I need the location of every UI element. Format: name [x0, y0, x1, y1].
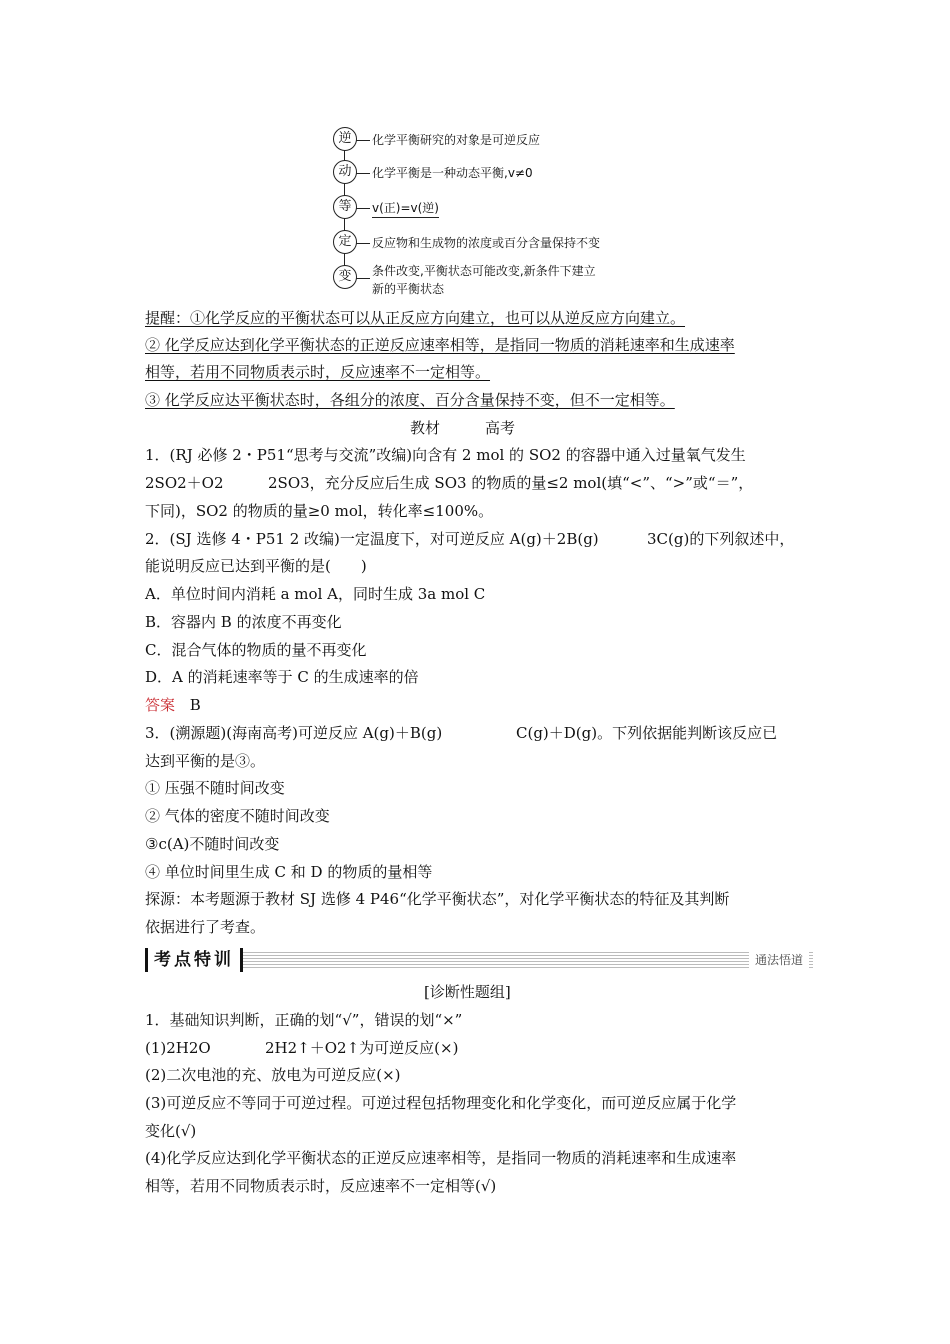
p1-item-1b: 2H2↑＋O2↑为可逆反应(×) — [265, 1039, 459, 1057]
banner-title: 考点特训 — [145, 948, 243, 972]
answer-label: 答案 — [145, 696, 176, 714]
q2-option-d: D．A 的消耗速率等于 C 的生成速率的倍 — [145, 668, 419, 686]
p1-item-3-line-1: (3)可逆反应不等同于可逆过程。可逆过程包括物理变化和化学变化，而可逆反应属于化学 — [145, 1094, 737, 1112]
diagram-text-bian-1: 条件改变,平衡状态可能改变,新条件下建立 — [372, 264, 596, 278]
q2-option-c: C．混合气体的物质的量不再变化 — [145, 641, 367, 659]
banner-hatch — [243, 952, 813, 968]
diagram-connector — [356, 140, 370, 141]
banner-tag: 通法悟道 — [749, 952, 809, 968]
diagram-node-dong: 动 — [333, 160, 357, 184]
q3-line-1b: C(g)＋D(g)。下列依据能判断该反应已 — [516, 724, 778, 742]
diagram-connector — [356, 208, 370, 209]
diagram-connector — [356, 173, 370, 174]
tip-line-4: ③ 化学反应达平衡状态时，各组分的浓度、百分含量保持不变，但不一定相等。 — [145, 391, 675, 409]
diagram-text-ni: 化学平衡研究的对象是可逆反应 — [372, 133, 541, 147]
tip-line-1: 提醒：①化学反应的平衡状态可以从正反应方向建立，也可以从逆反应方向建立。 — [145, 309, 686, 327]
tip-line-2: ② 化学反应达到化学平衡状态的正逆反应速率相等，是指同一物质的消耗速率和生成速率 — [145, 336, 735, 354]
q3-line-2: 达到平衡的是③。 — [145, 752, 266, 770]
diagram-connector — [356, 278, 370, 279]
q3-option-1: ① 压强不随时间改变 — [145, 779, 285, 797]
q3-option-4: ④ 单位时间里生成 C 和 D 的物质的量相等 — [145, 863, 433, 881]
q1-line-2a: 2SO2＋O2 — [145, 474, 224, 492]
diagram-node-deng: 等 — [333, 195, 357, 219]
q3-line-1a: 3．(溯源题)(海南高考)可逆反应 A(g)＋B(g) — [145, 724, 443, 742]
q3-option-3: ③c(A)不随时间改变 — [145, 835, 280, 853]
q2-line-1b: 3C(g)的下列叙述中， — [647, 530, 795, 548]
diagram-node-ni: 逆 — [333, 127, 357, 151]
p1-item-3-line-2: 变化(√) — [145, 1122, 197, 1140]
p1-item-4-line-1: (4)化学反应达到化学平衡状态的正逆反应速率相等，是指同一物质的消耗速率和生成速率 — [145, 1149, 737, 1167]
q3-source-1: 探源：本考题源于教材 SJ 选修 4 P46“化学平衡状态”，对化学平衡状态的特征及其判断 — [145, 890, 730, 908]
p1-item-1a: (1)2H2O — [145, 1039, 211, 1057]
p1-title: 1．基础知识判断，正确的划“√”，错误的划“×” — [145, 1011, 463, 1029]
q2-line-1a: 2．(SJ 选修 4・P51 2 改编)一定温度下，对可逆反应 A(g)＋2B(g) — [145, 530, 599, 548]
q3-source-2: 依据进行了考查。 — [145, 918, 266, 936]
q2-answer — [145, 695, 201, 715]
q1-line-2b: 2SO3，充分反应后生成 SO3 的物质的量≤2 mol(填“<”、“>”或“＝”， — [268, 474, 754, 492]
diagram-connector — [356, 243, 370, 244]
answer-value: B — [189, 696, 201, 714]
tip-line-3: 相等，若用不同物质表示时，反应速率不一定相等。 — [145, 363, 491, 381]
diagram-text-deng: v(正)=v(逆) — [372, 199, 439, 218]
section-heading: 教材 高考 — [410, 419, 516, 437]
section-banner — [145, 948, 813, 974]
q3-option-2: ② 气体的密度不随时间改变 — [145, 807, 330, 825]
diagram-text-dong: 化学平衡是一种动态平衡,v≠0 — [372, 166, 533, 180]
diagnostic-group-heading: [诊断性题组] — [424, 983, 511, 1001]
diagram-node-bian: 变 — [333, 265, 357, 289]
q2-option-a: A．单位时间内消耗 a mol A，同时生成 3a mol C — [145, 585, 486, 603]
q2-line-2: 能说明反应已达到平衡的是( ) — [145, 557, 367, 575]
q1-line-1: 1．(RJ 必修 2・P51“思考与交流”改编)向含有 2 mol 的 SO2 的容器中通入过量氧气发生 — [145, 446, 746, 464]
p1-item-2: (2)二次电池的充、放电为可逆反应(×) — [145, 1066, 401, 1084]
p1-item-4-line-2: 相等，若用不同物质表示时，反应速率不一定相等(√) — [145, 1177, 497, 1195]
diagram-text-bian-2: 新的平衡状态 — [372, 282, 445, 296]
diagram-text-ding: 反应物和生成物的浓度或百分含量保持不变 — [372, 236, 601, 250]
q2-option-b: B．容器内 B 的浓度不再变化 — [145, 613, 342, 631]
diagram-node-ding: 定 — [333, 230, 357, 254]
q1-line-3: 下同)，SO2 的物质的量≥0 mol，转化率≤100%。 — [145, 502, 494, 520]
